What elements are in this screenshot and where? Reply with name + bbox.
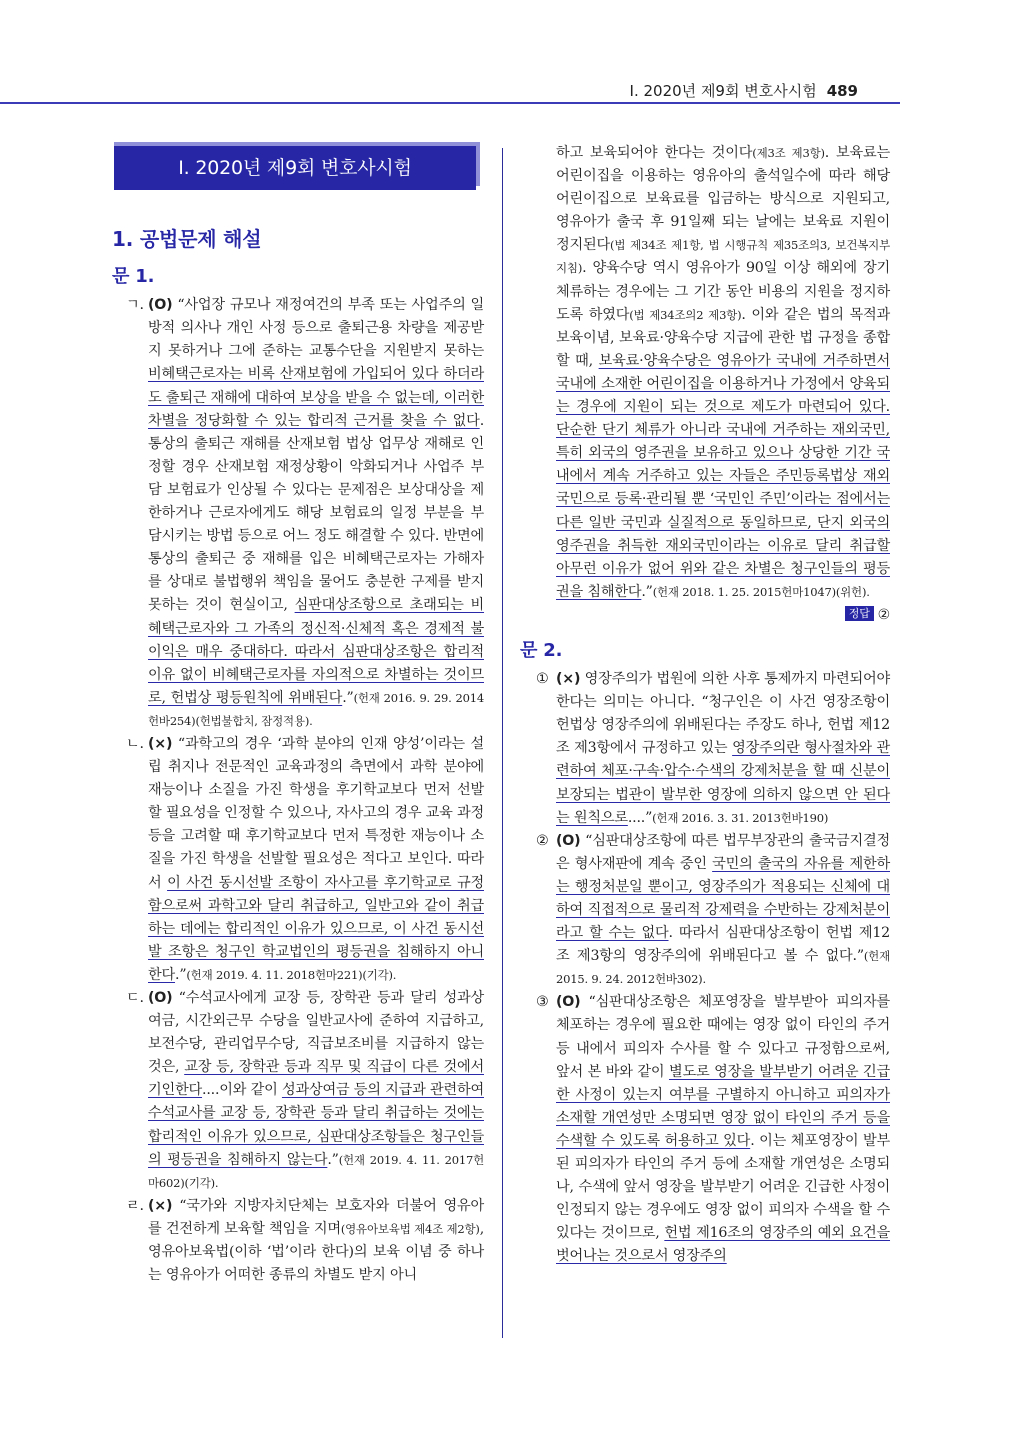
item-marker: ㄴ.: [126, 735, 144, 752]
answer-line: [528, 604, 890, 627]
case-citation: (헌재 2016. 9. 29. 2014헌바254)(헌법불합치, 잠정적용).: [148, 690, 485, 728]
q2-item-2: [528, 830, 890, 992]
statute-citation: (영유아보육법 제4조 제2항): [340, 1221, 480, 1236]
answer-tag: (×): [556, 671, 581, 688]
q2-item-1: [528, 668, 890, 830]
item-text: ....이와 같이: [202, 1082, 282, 1099]
item-text: “국가와 지방자치단체는 보호자와 더불어 영유아를 건전하게 보육할 책임을 지며: [148, 1197, 484, 1237]
item-marker: ㄷ.: [126, 990, 144, 1006]
item-marker: ②: [536, 832, 549, 849]
section-title-box: Ⅰ. 2020년 제9회 변호사시험: [114, 146, 476, 190]
item-text: .”: [641, 583, 653, 600]
underlined-text: 보육료·양육수당은 영유아가 국내에 거주하면서 국내에 소재한 어린이집을 이용하거나 가정에서 양육되는 경우에 지원이 되는 것으로 제도가 마련되어 있다. 단순한 단기 체류가 아니라 국내에 거주하는 재외국민, 특히 외국의 영주권을 보유하고 있으나 상당한 기간 국내에서 계속 거주하고 있는 자들은 주민등록법상 재외국민으로 등록·관리될 뿐 ‘국민인 주민’이라는 점에서는 다른 일반 국민과 실질적으로 동일하므로, 단지 외국의 영주권을 취득한 재외국민이라는 이유로 달리 취급할 아무런 이유가 없어 위와 같은 차별은 청구인들의 평등권을 침해한다: [556, 352, 890, 600]
heading-public-law: 1. 공법문제 해설: [112, 227, 262, 251]
header-rule: [0, 102, 900, 104]
item-text: “심판대상조항은 체포영장을 발부받아 피의자를 체포하는 경우에 필요한 때에는 영장 없이 타인의 주거 등 내에서 피의자 수사를 할 수 있다고 규정함으로써, 앞서 본 바와 같이: [556, 994, 890, 1080]
column-divider: [502, 148, 503, 1338]
underlined-text: 국민의 출국의 자유를 제한하는 행정처분일 뿐이고, 영장주의가 적용되는 신체에 대하여 직접적으로 물리적 강제력을 수반하는 강제처분이라고 할 수는 없다: [556, 855, 890, 942]
item-text: . 이와 같은 법의 목적과 보육이념, 보육료·양육수당 지급에 관한 법 규정을 종합할 때,: [556, 306, 890, 369]
underlined-text: 영장주의란 형사절차와 관련하여 체포·구속·압수·수색의 강제처분을 할 때 신분이 보장되는 법관이 발부한 영장에 의하지 않으면 안 된다는 원칙으로: [556, 740, 890, 826]
item-text: .”: [327, 1151, 339, 1168]
underlined-text: 교장 등, 장학관 등과 직무 및 직급이 다른 것에서 기인한다: [148, 1059, 484, 1099]
answer-tag: (O): [148, 297, 173, 314]
item-text: .”: [175, 966, 187, 983]
answer-label: 정답: [845, 606, 874, 621]
item-marker: ①: [536, 671, 549, 688]
item-text: . 따라서 심판대상조항이 헌법 제12조 제3항의 영장주의에 위배된다고 볼 수 없다.”: [556, 925, 890, 965]
question-1-heading: 문 1.: [112, 266, 155, 288]
page-number: 489: [826, 82, 858, 100]
q2-item-3: [528, 991, 890, 1268]
item-text: . 보육료는 어린이집을 이용하는 영유아의 출석일수에 따라 해당 어린이집으로 보육료를 입금하는 방식으로 지원되고, 영유아가 출국 후 91일째 되는 날에는 보육료 지원이 정지된다: [556, 145, 891, 254]
q1-item-a: [112, 294, 484, 733]
answer-value: ②: [877, 606, 890, 623]
underlined-text: 비혜택근로자는 비록 산재보험에 가입되어 있다 하더라도 출퇴근 재해에 대하여 보상을 받을 수 없는데, 이러한 차별을 정당화할 수 있는 합리적 근거를 찾을 수 없다: [148, 366, 484, 429]
item-marker: ③: [536, 994, 549, 1011]
item-text: 영장주의가 법원에 의한 사후 통제까지 마련되어야 한다는 의미는 아니다. “청구인은 이 사건 영장조항이 헌법상 영장주의에 위배된다는 주장도 하나, 헌법 제12조 제3항에서 규정하고 있는: [556, 671, 890, 757]
case-citation: (헌재 2016. 3. 31. 2013헌바190): [652, 810, 829, 825]
underlined-text: 헌법 제16조의 영장주의 예외 요건을 벗어나는 것으로서 영장주의: [556, 1225, 891, 1265]
answer-tag: (O): [556, 994, 581, 1011]
question-2-heading: 문 2.: [520, 639, 563, 661]
case-citation: (헌재 2015. 9. 24. 2012헌바302).: [556, 949, 890, 987]
case-citation: (헌재 2019. 4. 11. 2018헌마221)(기각).: [186, 967, 397, 982]
statute-citation: (법 제34조 제1항, 법 시행규칙 제35조의3, 보건복지부지침): [556, 238, 890, 276]
item-text: . 이는 체포영장이 발부된 피의자가 타인의 주거 등에 소재할 개연성은 소명되나, 수색에 앞서 영장을 발부받기 어려운 긴급한 사정이 인정되지 않는 경우에도 영장 없이 피의자 수색을 할 수 있다는 것이므로,: [556, 1132, 890, 1242]
item-text: “과학고의 경우 ‘과학 분야의 인재 양성’이라는 설립 취지나 전문적인 교육과정의 측면에서 과학 분야에 재능이나 소질을 가진 학생을 후기학교보다 먼저 선발할 필요성을 인정할 수 있으나, 자사고의 경우 교육 과정 등을 고려할 때 후기학교보다 먼저 특정한 재능이나 소질을 가진 학생을 선발할 필요성은 적다고 보인다. 따라서: [148, 735, 484, 891]
q1-item-d-continued: [528, 142, 890, 604]
item-text: “수석교사에게 교장 등, 장학관 등과 달리 성과상여금, 시간외근무 수당을 일반교사에 준하여 지급하고, 보전수당, 관리업무수당, 직급보조비를 지급하지 않는 것은,: [148, 990, 484, 1076]
case-citation: (헌재 2019. 4. 11. 2017헌마602)(기각).: [148, 1152, 484, 1190]
q1-item-d: [112, 1195, 484, 1287]
answer-tag: (O): [148, 990, 173, 1006]
item-text: , 영유아보육법(이하 ‘법’이라 한다)의 보육 이념 중 하나는 영유아가 어떠한 종류의 차별도 받지 아니: [148, 1220, 484, 1284]
item-text: .”: [342, 689, 354, 706]
q1-item-b: [112, 733, 484, 987]
underlined-text: 성과상여금 등의 지급과 관련하여 수석교사를 교장 등, 장학관 등과 달리 취급하는 것에는 합리적인 이유가 있으므로, 심판대상조항들은 청구인들의 평등권을 침해하지 않는다: [148, 1082, 484, 1168]
item-text: “사업장 규모나 재정여건의 부족 또는 사업주의 일방적 의사나 개인 사정 등으로 출퇴근용 차량을 제공받지 못하거나 그에 준하는 교통수단을 지원받지 못하는: [148, 297, 484, 360]
page-header: [0, 78, 900, 106]
right-column: [520, 142, 891, 1269]
answer-tag: (×): [148, 735, 173, 752]
statute-citation: (제3조 제3항): [752, 146, 825, 160]
left-column: [112, 140, 484, 1287]
item-text: “심판대상조항에 따른 법무부장관의 출국금지결정은 형사재판에 계속 중인: [556, 832, 890, 872]
underlined-text: 별도로 영장을 발부받기 어려운 긴급한 사정이 있는지 여부를 구별하지 아니하고 피의자가 소재할 개연성만 소명되면 영장 없이 타인의 주거 등을 수색할 수 있도록 허용하고 있다: [556, 1063, 890, 1149]
case-citation: (헌재 2018. 1. 25. 2015헌마1047)(위헌).: [652, 584, 870, 599]
item-text: . 통상의 출퇴근 재해를 산재보험 법상 업무상 재해로 인정할 경우 산재보험 재정상황이 악화되거나 사업주 부담 보험료가 인상될 수 있다는 문제점은 보상대상을 제한하거나 근로자에게도 해당 보험료의 일정 부분을 부담시키는 방법 등으로 어느 정도 해결할 수 있다. 반면에 통상의 출퇴근 중 재해를 입은 비혜택근로자는 가해자를 상대로 불법행위 책임을 물어도 충분한 구제를 받지 못하는 것이 현실이고,: [148, 412, 484, 614]
running-header: [630, 80, 858, 101]
item-marker: ㄱ.: [126, 297, 144, 314]
statute-citation: (법 제34조의2 제3항): [629, 307, 742, 322]
q1-item-c: [112, 987, 484, 1195]
item-text: . 양육수당 역시 영유아가 90일 이상 해외에 장기 체류하는 경우에는 그 기간 동안 비용의 지원을 정지하도록 하였다: [556, 260, 890, 323]
answer-tag: (×): [148, 1197, 173, 1214]
item-marker: ㄹ.: [126, 1197, 144, 1214]
running-title: Ⅰ. 2020년 제9회 변호사시험: [629, 82, 817, 100]
underlined-text: 심판대상조항으로 초래되는 비혜택근로자와 그 가족의 정신적·신체적 혹은 경제적 불이익은 매우 중대하다. 따라서 심판대상조항은 합리적 이유 없이 비혜택근로자를 자의적으로 차별하는 것이므로, 헌법상 평등원칙에 위배된다: [148, 597, 485, 706]
item-text: 하고 보육되어야 한다는 것이다: [556, 145, 753, 161]
underlined-text: 이 사건 동시선발 조항이 자사고를 후기학교로 규정함으로써 과학고와 달리 취급하고, 일반고와 같이 취급하는 데에는 합리적인 이유가 있으므로, 이 사건 동시선발 조항은 청구인 학교법인의 평등권을 침해하지 아니한다: [148, 874, 484, 983]
item-text: ....”: [627, 809, 653, 826]
answer-tag: (O): [556, 832, 581, 849]
